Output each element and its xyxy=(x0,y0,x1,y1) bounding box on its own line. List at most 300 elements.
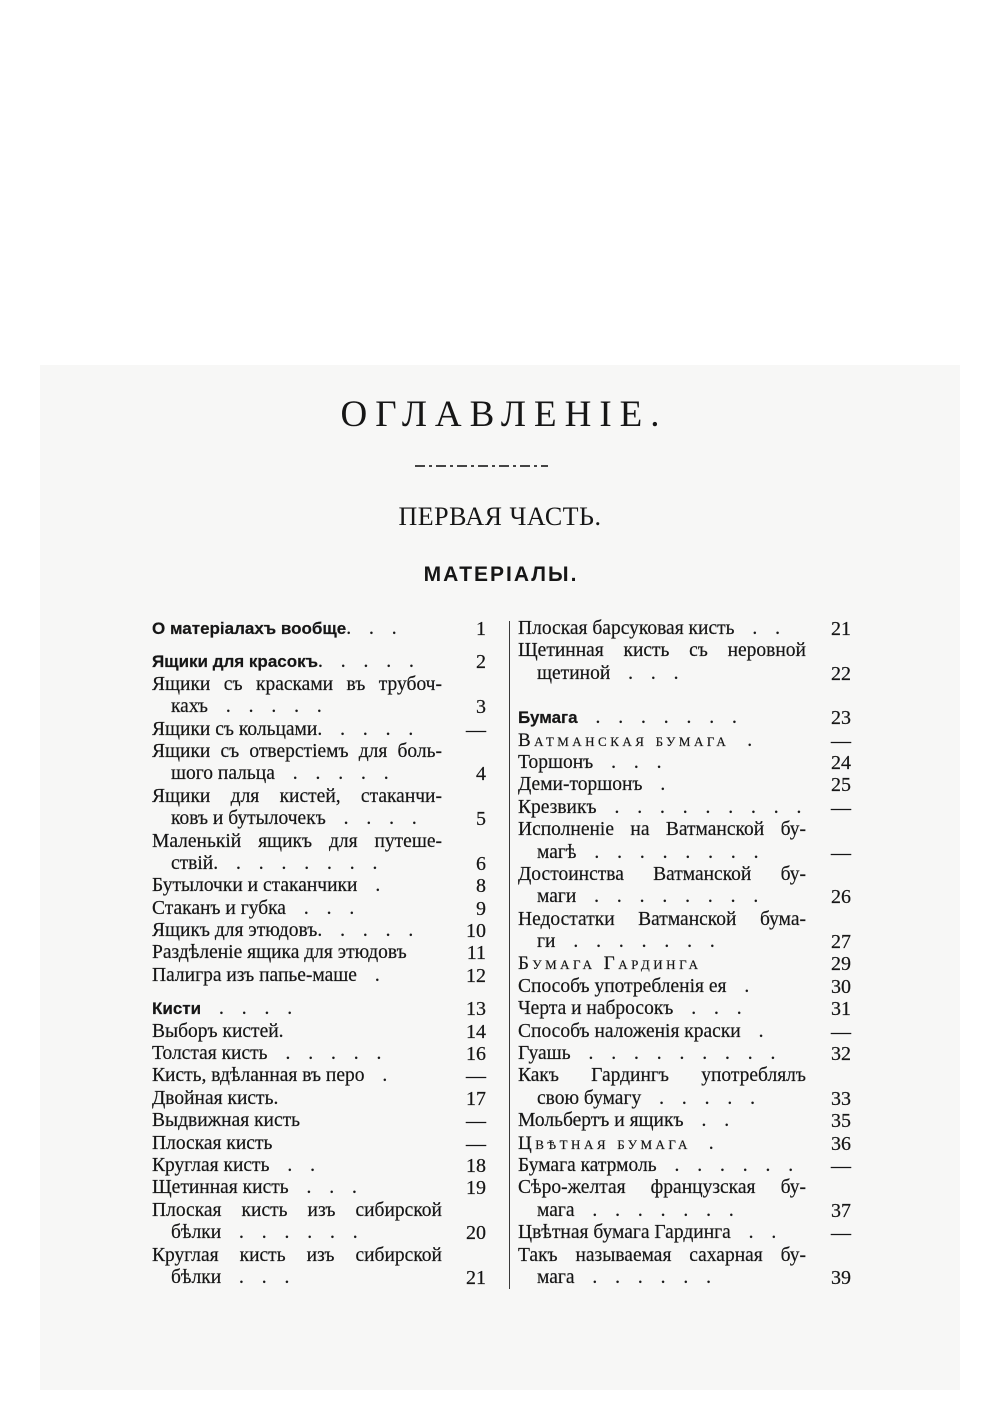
toc-entry-line xyxy=(518,752,806,774)
toc-entry-text: Раздѣленіе ящика для этюдовъ xyxy=(152,942,407,964)
toc-page-number: 16 xyxy=(466,1043,486,1066)
toc-page-number: — xyxy=(831,729,851,752)
toc-entry xyxy=(152,898,486,920)
toc-page-number: 29 xyxy=(831,953,851,976)
toc-entry-line xyxy=(518,819,806,841)
toc-entry-line xyxy=(152,898,442,920)
toc-entry-text: Выборъ кистей. xyxy=(152,1020,284,1042)
toc-entry xyxy=(152,998,486,1020)
toc-entry-line xyxy=(152,1021,442,1043)
toc-page-number: 23 xyxy=(831,707,851,730)
toc-entry-title xyxy=(152,1200,442,1245)
toc-page-number: 8 xyxy=(476,875,486,898)
toc-entry xyxy=(518,1245,851,1290)
toc-entry-text: ковъ и бутылочекъ xyxy=(171,808,326,830)
toc-entry-title xyxy=(518,998,806,1020)
toc-entry xyxy=(152,618,486,640)
toc-page-number: 27 xyxy=(831,931,851,954)
toc-dot-leader: . . . . . . . . . xyxy=(570,1043,776,1065)
toc-entry-line xyxy=(518,1245,806,1267)
toc-entry-text: Бумага xyxy=(518,708,578,728)
toc-entry-line xyxy=(152,1088,442,1110)
toc-entry-text: Толстая кисть xyxy=(152,1043,268,1065)
toc-page-number: — xyxy=(466,718,486,741)
toc-dot-leader: . . . . xyxy=(201,998,293,1020)
toc-entry-title xyxy=(518,1177,806,1222)
toc-entry-title xyxy=(152,875,442,897)
toc-entry-line xyxy=(152,1245,442,1267)
toc-entry-text: Ватманская бумага xyxy=(518,729,730,751)
toc-page-number: 4 xyxy=(476,763,486,786)
toc-entry xyxy=(152,1088,486,1110)
toc-dot-leader: . . . xyxy=(346,618,397,639)
toc-entry-line xyxy=(152,1200,442,1222)
toc-entry xyxy=(152,831,486,876)
toc-page-number: 25 xyxy=(831,774,851,797)
toc-entry-line xyxy=(152,853,442,875)
toc-entry-title xyxy=(152,942,442,964)
toc-entry-title xyxy=(518,1043,806,1065)
toc-entry-title xyxy=(518,618,806,640)
toc-page-number: 1 xyxy=(476,618,486,640)
toc-entry xyxy=(152,651,486,673)
toc-entry-line xyxy=(518,1267,806,1289)
toc-page-number: 3 xyxy=(476,696,486,719)
toc-entry-title xyxy=(518,953,806,975)
toc-entry-title xyxy=(152,651,442,673)
title-rule xyxy=(415,465,548,467)
toc-entry-line xyxy=(152,808,442,830)
toc-entry-line xyxy=(518,1133,806,1155)
toc-page-number: 11 xyxy=(466,942,486,965)
toc-entry-text: Недостатки Ватманской бума- xyxy=(518,908,806,930)
toc-entry-line xyxy=(152,875,442,897)
toc-dot-leader: . . . . . . . xyxy=(574,1199,734,1221)
toc-column-left xyxy=(152,618,486,1289)
toc-page-number: 31 xyxy=(831,998,851,1021)
toc-entry-text: щетиной xyxy=(537,662,611,684)
toc-entry-title xyxy=(518,707,806,729)
toc-entry-text: Щетинная кисть xyxy=(152,1177,289,1199)
toc-entry xyxy=(518,909,851,954)
toc-entry xyxy=(152,1177,486,1199)
toc-dot-leader: . . . . . xyxy=(267,1043,382,1065)
toc-entry-line xyxy=(152,831,442,853)
toc-entry-line xyxy=(518,640,806,662)
toc-entry xyxy=(518,998,851,1020)
toc-entry xyxy=(518,976,851,998)
toc-entry-line xyxy=(518,1043,806,1065)
toc-entry-line xyxy=(152,741,442,763)
toc-page-number: 36 xyxy=(831,1132,851,1155)
toc-page-number: — xyxy=(831,1154,851,1177)
toc-entry-title xyxy=(152,674,442,719)
toc-entry-text: О матеріалахъ вообще xyxy=(152,619,347,638)
toc-entry-text: Исполненіе на Ватманской бу- xyxy=(518,819,806,841)
toc-entry-line xyxy=(518,1021,806,1043)
toc-entry xyxy=(152,875,486,897)
toc-entry-title xyxy=(152,1177,442,1199)
toc-page-number: — xyxy=(466,1132,486,1155)
toc-entry-title xyxy=(518,976,806,998)
toc-entry xyxy=(152,1245,486,1290)
toc-entry-text: мага xyxy=(537,1199,575,1221)
toc-entry xyxy=(518,707,851,729)
toc-entry-text: Какъ Гардингъ употреблялъ xyxy=(518,1065,806,1087)
toc-entry-line xyxy=(152,942,442,964)
toc-entry xyxy=(518,774,851,796)
toc-entry-text: Стаканъ и губка xyxy=(152,897,286,919)
toc-entry xyxy=(152,741,486,786)
toc-entry xyxy=(152,786,486,831)
toc-entry-text: Ящикъ для этюдовъ xyxy=(152,920,318,942)
toc-dot-leader: . . . xyxy=(673,998,742,1020)
toc-entry-text: Кисти xyxy=(152,999,202,1019)
toc-entry-text: Ящики съ отверстіемъ для боль- xyxy=(152,740,442,762)
toc-entry-text: Цвѣтная бумага xyxy=(518,1132,691,1154)
toc-entry-title xyxy=(518,909,806,954)
toc-entry xyxy=(518,1021,851,1043)
toc-entry-title xyxy=(518,1155,806,1177)
toc-entry-line xyxy=(518,886,806,908)
toc-dot-leader: . . . . . xyxy=(207,696,322,718)
toc-entry-line xyxy=(152,998,442,1020)
toc-entry-text: Крезвикъ xyxy=(518,796,597,818)
toc-entry xyxy=(518,819,851,864)
toc-entry-title xyxy=(518,819,806,864)
toc-entry-title xyxy=(518,1245,806,1290)
toc-entry-title xyxy=(518,797,806,819)
toc-entry-text: ги xyxy=(537,931,556,953)
toc-page-number: 17 xyxy=(466,1087,486,1110)
toc-entry-text: Ящики для красокъ xyxy=(152,652,319,672)
toc-entry-text: Цвѣтная бумага Гардинга xyxy=(518,1222,731,1244)
toc-entry-title xyxy=(152,1043,442,1065)
toc-entry-line xyxy=(518,909,806,931)
toc-dot-leader: . . xyxy=(269,1154,315,1176)
toc-entry-line xyxy=(152,696,442,718)
toc-page-number: 35 xyxy=(831,1110,851,1133)
toc-page-number: 26 xyxy=(831,886,851,909)
toc-entry-line xyxy=(152,965,442,987)
toc-entry-line xyxy=(518,1110,806,1132)
toc-dot-leader: . . . . . . . xyxy=(577,707,737,729)
toc-entry-line xyxy=(152,618,442,640)
toc-entry-title xyxy=(518,752,806,774)
toc-dot-leader: . xyxy=(690,1132,714,1154)
toc-entry-text: Плоская барсуковая кисть xyxy=(518,618,735,639)
toc-page-number: 19 xyxy=(466,1177,486,1200)
toc-page-number: 18 xyxy=(466,1154,486,1177)
toc-entry-line xyxy=(518,1222,806,1244)
toc-entry-title xyxy=(152,898,442,920)
toc-dot-leader: . . . . . . xyxy=(656,1154,794,1176)
toc-entry-text: Плоская кисть xyxy=(152,1132,273,1154)
toc-entry-line xyxy=(518,953,806,975)
toc-entry-title xyxy=(152,618,442,640)
toc-dot-leader: . . . xyxy=(288,1177,357,1199)
toc-entry-title xyxy=(152,1065,442,1087)
toc-entry xyxy=(518,1065,851,1110)
toc-entry-text: Способъ употребленія ея xyxy=(518,975,727,997)
toc-entry xyxy=(518,730,851,752)
toc-entry-line xyxy=(152,1222,442,1244)
toc-entry xyxy=(152,1200,486,1245)
toc-page-number: — xyxy=(466,1110,486,1133)
toc-entry-title xyxy=(518,1110,806,1132)
toc-entry-line xyxy=(518,618,806,640)
toc-group xyxy=(152,998,486,1289)
toc-dot-leader: . . xyxy=(683,1110,730,1132)
toc-entry-text: Деми-торшонъ xyxy=(518,774,643,796)
toc-entry-text: Маленькій ящикъ для путеше- xyxy=(152,830,442,852)
toc-dot-leader: . . . xyxy=(593,751,662,773)
toc-entry-line xyxy=(518,707,806,729)
toc-entry-line xyxy=(518,797,806,819)
toc-entry-text: Палигра изъ папье-маше xyxy=(152,964,357,986)
toc-entry xyxy=(518,797,851,819)
toc-entry-line xyxy=(152,1043,442,1065)
toc-entry xyxy=(152,1133,486,1155)
toc-page-number: 30 xyxy=(831,975,851,998)
toc-entry-text: Бумага катрмоль xyxy=(518,1154,657,1176)
toc-entry-text: Гуашь xyxy=(518,1043,571,1065)
toc-entry-title xyxy=(152,1110,442,1132)
column-divider xyxy=(509,621,510,1289)
toc-page-number: — xyxy=(831,1020,851,1043)
toc-page-number: 10 xyxy=(466,920,486,943)
toc-page-number: — xyxy=(466,1065,486,1088)
toc-entry-title xyxy=(518,640,806,685)
toc-entry-line xyxy=(152,651,442,673)
toc-entry-line xyxy=(518,730,806,752)
toc-entry-line xyxy=(518,774,806,796)
toc-entry xyxy=(518,640,851,685)
toc-entry-text: бѣлки xyxy=(171,1222,222,1244)
toc-page-number: 13 xyxy=(466,998,486,1021)
toc-page-number: 6 xyxy=(476,852,486,875)
toc-entry-line xyxy=(152,920,442,942)
toc-dot-leader: . . xyxy=(730,1222,777,1244)
toc-entry-title xyxy=(152,1021,442,1043)
toc-entry-title xyxy=(152,920,442,942)
toc-dot-leader: . . . . . . . . xyxy=(576,886,759,908)
toc-entry-text: маги xyxy=(537,886,577,908)
toc-entry-text: магѣ xyxy=(537,841,577,863)
toc-dot-leader: . . . xyxy=(221,1266,290,1288)
toc-entry-text: Ящики для кистей, стаканчи- xyxy=(152,785,442,807)
toc-entry-line xyxy=(518,663,806,685)
toc-entry-text: мага xyxy=(537,1266,575,1288)
toc-entry-text: Бумага Гардинга xyxy=(518,953,702,975)
toc-dot-leader: . xyxy=(357,875,381,897)
toc-dot-leader: . . . xyxy=(285,897,355,919)
toc-entry-text: Ящики съ красками въ трубоч- xyxy=(152,673,442,695)
toc-group xyxy=(518,618,851,685)
toc-dot-leader: . . . xyxy=(610,662,679,684)
toc-entry-title xyxy=(152,831,442,876)
toc-dot-leader: . . . . . . . . . xyxy=(596,796,802,818)
toc-entry-text: Щетинная кисть съ неровной xyxy=(518,640,806,662)
toc-page-number: 33 xyxy=(831,1087,851,1110)
section-title: МАТЕРІАЛЫ. xyxy=(423,563,579,586)
toc-entry-line xyxy=(152,1133,442,1155)
toc-entry xyxy=(518,1110,851,1132)
toc-entry-text: ствій xyxy=(171,852,214,874)
toc-entry-line xyxy=(518,998,806,1020)
toc-entry-title xyxy=(518,864,806,909)
toc-entry xyxy=(152,942,486,964)
toc-dot-leader: . xyxy=(642,774,666,796)
toc-group xyxy=(152,651,486,987)
toc-group xyxy=(152,618,486,640)
toc-entry-line xyxy=(152,786,442,808)
toc-page-number: 20 xyxy=(466,1222,486,1245)
toc-page-number: 22 xyxy=(831,662,851,685)
toc-dot-leader: . . . . xyxy=(325,808,417,830)
toc-entry xyxy=(152,1043,486,1065)
toc-page-number: 2 xyxy=(476,651,486,674)
toc-page-number: 5 xyxy=(476,808,486,831)
toc-entry-title xyxy=(152,786,442,831)
toc-entry xyxy=(518,1133,851,1155)
toc-dot-leader: . xyxy=(740,1020,764,1042)
toc-entry-text: кахъ xyxy=(171,696,208,718)
toc-entry-title xyxy=(152,741,442,786)
toc-entry-line xyxy=(152,763,442,785)
toc-entry-text: Сѣро-желтая французская бу- xyxy=(518,1177,806,1199)
toc-entry xyxy=(518,1155,851,1177)
toc-entry-title xyxy=(152,1155,442,1177)
toc-entry xyxy=(152,920,486,942)
toc-entry-text: Такъ называемая сахарная бу- xyxy=(518,1244,806,1266)
toc-entry-title xyxy=(152,1088,442,1110)
toc-entry-line xyxy=(518,1088,806,1110)
toc-dot-leader: . xyxy=(729,729,753,751)
toc-entry xyxy=(152,1065,486,1087)
toc-entry-line xyxy=(518,1200,806,1222)
toc-entry xyxy=(152,1110,486,1132)
toc-entry-text: бѣлки xyxy=(171,1266,222,1288)
toc-page-number: 12 xyxy=(466,964,486,987)
part-title: ПЕРВАЯ ЧАСТЬ. xyxy=(398,502,602,531)
toc-column-right xyxy=(518,618,851,1289)
toc-entry xyxy=(518,1177,851,1222)
toc-entry-text: Ящики съ кольцами xyxy=(152,718,318,740)
toc-dot-leader: . . . . . . . . xyxy=(576,841,759,863)
toc-entry-title xyxy=(152,719,442,741)
toc-entry-text: Способъ наложенія краски xyxy=(518,1020,741,1042)
toc-dot-leader: . . . . . xyxy=(641,1087,755,1109)
toc-entry-text: шого пальца xyxy=(171,763,275,785)
toc-page-number: 9 xyxy=(476,897,486,920)
toc-entry-title xyxy=(152,965,442,987)
toc-entry xyxy=(518,618,851,640)
toc-dot-leader: . . . . . . . . xyxy=(213,852,378,874)
toc-entry xyxy=(518,953,851,975)
toc-entry xyxy=(152,719,486,741)
toc-entry-line xyxy=(152,1177,442,1199)
toc-dot-leader: . . . . . xyxy=(317,718,414,740)
toc-entry xyxy=(518,1222,851,1244)
toc-page-number: 24 xyxy=(831,751,851,774)
toc-entry-title xyxy=(518,730,806,752)
toc-dot-leader: . . . . . . xyxy=(221,1222,358,1244)
toc-entry-line xyxy=(152,1110,442,1132)
toc-dot-leader: . xyxy=(726,975,750,997)
toc-entry-text: Мольбертъ и ящикъ xyxy=(518,1110,684,1132)
toc-entry-title xyxy=(152,1245,442,1290)
toc-entry-title xyxy=(518,1133,806,1155)
toc-entry-title xyxy=(518,1065,806,1110)
toc-entry-text: свою бумагу xyxy=(537,1087,642,1109)
toc-entry-text: Бутылочки и стаканчики xyxy=(152,875,358,897)
toc-entry-line xyxy=(152,1267,442,1289)
toc-entry-line xyxy=(152,1065,442,1087)
toc-entry-text: Торшонъ xyxy=(518,751,594,773)
toc-dot-leader: . xyxy=(356,964,380,986)
toc-entry-text: Плоская кисть изъ сибирской xyxy=(152,1199,442,1221)
toc-entry-line xyxy=(518,864,806,886)
toc-page-number: 14 xyxy=(466,1020,486,1043)
toc-entry-text: Кисть, вдѣланная въ перо xyxy=(152,1065,365,1087)
toc-page-number: — xyxy=(831,1222,851,1245)
toc-dot-leader: . . . . . xyxy=(317,920,414,942)
toc-dot-leader: . . . . . xyxy=(274,763,389,785)
toc-entry xyxy=(518,864,851,909)
toc-dot-leader: . xyxy=(364,1065,388,1087)
toc-entry-text: Круглая кисть xyxy=(152,1154,270,1176)
toc-dot-leader: . . xyxy=(734,618,781,639)
toc-entry xyxy=(152,1155,486,1177)
toc-dot-leader: . . . . . . . xyxy=(555,931,715,953)
toc-entry-line xyxy=(518,931,806,953)
toc-entry-text: Выдвижная кисть xyxy=(152,1110,301,1132)
toc-entry xyxy=(518,1043,851,1065)
toc-page-number: 21 xyxy=(831,618,851,640)
toc-entry-line xyxy=(152,719,442,741)
toc-entry-title xyxy=(152,998,442,1020)
toc-entry-line xyxy=(518,1155,806,1177)
toc-page-number: — xyxy=(831,796,851,819)
toc-entry-line xyxy=(518,1177,806,1199)
toc-entry-text: Круглая кисть изъ сибирской xyxy=(152,1244,442,1266)
toc-entry-text: Двойная кисть. xyxy=(152,1087,279,1109)
toc-title: ОГЛАВЛЕНІЕ. xyxy=(340,394,668,435)
toc-entry xyxy=(152,1021,486,1043)
toc-entry xyxy=(152,674,486,719)
toc-entry-text: Черта и набросокъ xyxy=(518,998,674,1020)
toc-page-number: 39 xyxy=(831,1266,851,1289)
toc-page-number: 21 xyxy=(466,1266,486,1289)
toc-page-number: 32 xyxy=(831,1043,851,1066)
toc-entry-text: Достоинства Ватманской бу- xyxy=(518,863,806,885)
toc-entry-title xyxy=(152,1133,442,1155)
toc-dot-leader: . . . . . . xyxy=(574,1266,712,1288)
toc-entry-line xyxy=(518,1065,806,1087)
toc-entry-line xyxy=(518,842,806,864)
toc-entry-line xyxy=(518,976,806,998)
toc-entry-title xyxy=(518,1021,806,1043)
toc-entry xyxy=(518,752,851,774)
toc-entry xyxy=(152,965,486,987)
toc-entry-title xyxy=(518,1222,806,1244)
toc-entry-line xyxy=(152,674,442,696)
toc-page-number: 37 xyxy=(831,1199,851,1222)
toc-group xyxy=(518,707,851,1289)
toc-page-number: — xyxy=(831,841,851,864)
toc-dot-leader: . . . . . xyxy=(318,651,414,673)
